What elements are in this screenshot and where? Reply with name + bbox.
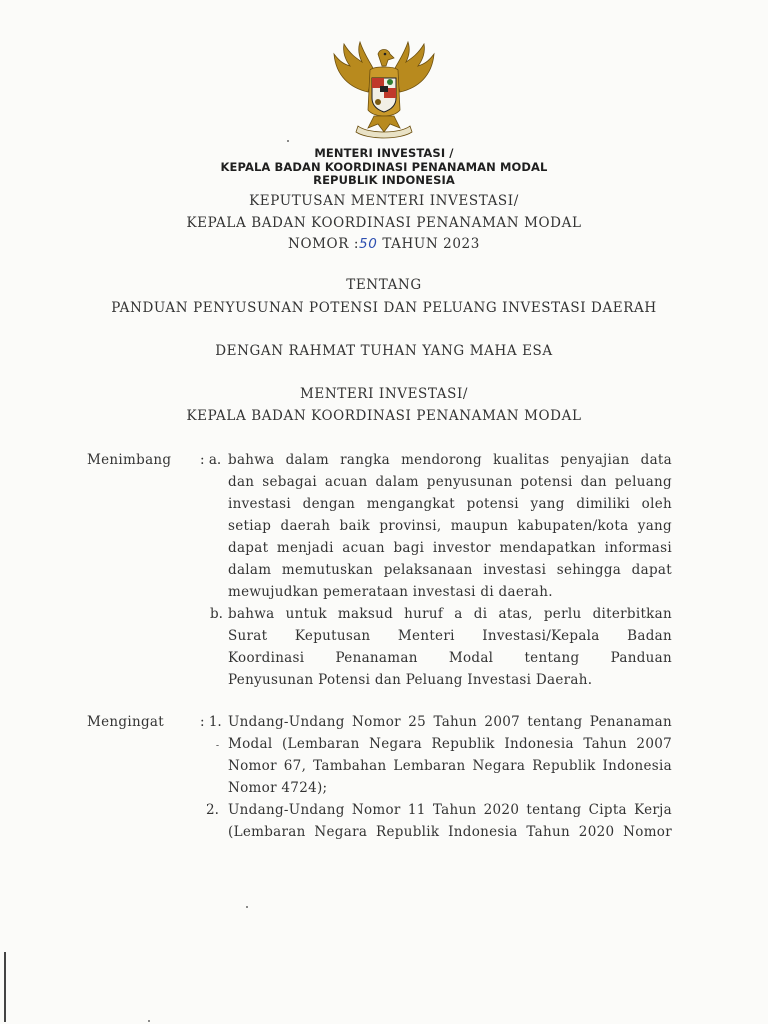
mengingat-1-line-2: Modal (Lembaran Negara Republik Indonesia Tahun 2007 xyxy=(228,736,672,752)
menimbang-marker-b: b. xyxy=(210,606,223,622)
menimbang-a-line-6: dalam memutuskan pelaksanaan investasi sehingga dapat xyxy=(228,562,672,578)
decree-subject: PANDUAN PENYUSUNAN POTENSI DAN PELUANG INVESTASI DAERAH xyxy=(111,300,657,316)
nomor-suffix: TAHUN 2023 xyxy=(382,236,480,252)
menimbang-a-line-1: bahwa dalam rangka mendorong kualitas penyajian data xyxy=(228,452,672,468)
scan-speck xyxy=(148,1020,150,1022)
mengingat-label: Mengingat xyxy=(87,714,164,730)
institution-line-3: REPUBLIK INDONESIA xyxy=(313,173,455,187)
nomor-value: 50 xyxy=(359,236,378,252)
mengingat-2-line-2: (Lembaran Negara Republik Indonesia Tahun 2020 Nomor xyxy=(228,824,672,840)
institution-line-2: KEPALA BADAN KOORDINASI PENANAMAN MODAL xyxy=(220,160,548,174)
menimbang-a-line-7: mewujudkan pemerataan investasi di daerah. xyxy=(228,584,553,600)
decree-number xyxy=(0,236,768,252)
scan-edge-shadow xyxy=(4,952,6,1022)
menimbang-b-line-2: Surat Keputusan Menteri Investasi/Kepala Badan xyxy=(228,628,672,644)
menimbang-b-line-4: Penyusunan Potensi dan Peluang Investasi Daerah. xyxy=(228,672,593,688)
authority-line-2: KEPALA BADAN KOORDINASI PENANAMAN MODAL xyxy=(186,408,582,424)
menimbang-label: Menimbang xyxy=(87,452,172,468)
menimbang-a-line-3: investasi dengan mengangkat potensi yang dimiliki oleh xyxy=(228,496,672,512)
decree-title-line-1: KEPUTUSAN MENTERI INVESTASI/ xyxy=(249,193,519,209)
menimbang-b-line-1: bahwa untuk maksud huruf a di atas, perlu diterbitkan xyxy=(228,606,672,622)
decree-title-line-2: KEPALA BADAN KOORDINASI PENANAMAN MODAL xyxy=(186,215,582,231)
mengingat-1-line-1: Undang-Undang Nomor 25 Tahun 2007 tentang Penanaman xyxy=(228,714,672,730)
authority-line-1: MENTERI INVESTASI/ xyxy=(299,386,469,402)
mengingat-marker-2: 2. xyxy=(206,802,219,818)
menimbang-marker-a: : a. xyxy=(200,452,222,468)
menimbang-a-line-4: setiap daerah baik provinsi, maupun kabupaten/kota yang xyxy=(228,518,672,534)
scan-speck xyxy=(246,906,248,908)
mengingat-1-line-3: Nomor 67, Tambahan Lembaran Negara Republik Indonesia xyxy=(228,758,672,774)
mengingat-1-line-4: Nomor 4724); xyxy=(228,780,328,796)
mengingat-marker-1: : 1. xyxy=(200,714,222,730)
scan-speck xyxy=(287,140,289,142)
menimbang-b-line-3: Koordinasi Penanaman Modal tentang Panduan xyxy=(228,650,672,666)
institution-line-1: MENTERI INVESTASI / xyxy=(314,146,454,160)
invocation: DENGAN RAHMAT TUHAN YANG MAHA ESA xyxy=(215,343,553,359)
menimbang-a-line-2: dan sebagai acuan dalam penyusunan potensi dan peluang xyxy=(228,474,672,490)
nomor-prefix: NOMOR : xyxy=(288,236,360,252)
garuda-emblem-icon xyxy=(328,40,440,140)
mengingat-2-line-1: Undang-Undang Nomor 11 Tahun 2020 tentang Cipta Kerja xyxy=(228,802,672,818)
tentang-heading: TENTANG xyxy=(346,277,422,293)
scan-speck xyxy=(216,745,219,746)
menimbang-a-line-5: dapat menjadi acuan bagi investor mendapatkan informasi xyxy=(228,540,672,556)
